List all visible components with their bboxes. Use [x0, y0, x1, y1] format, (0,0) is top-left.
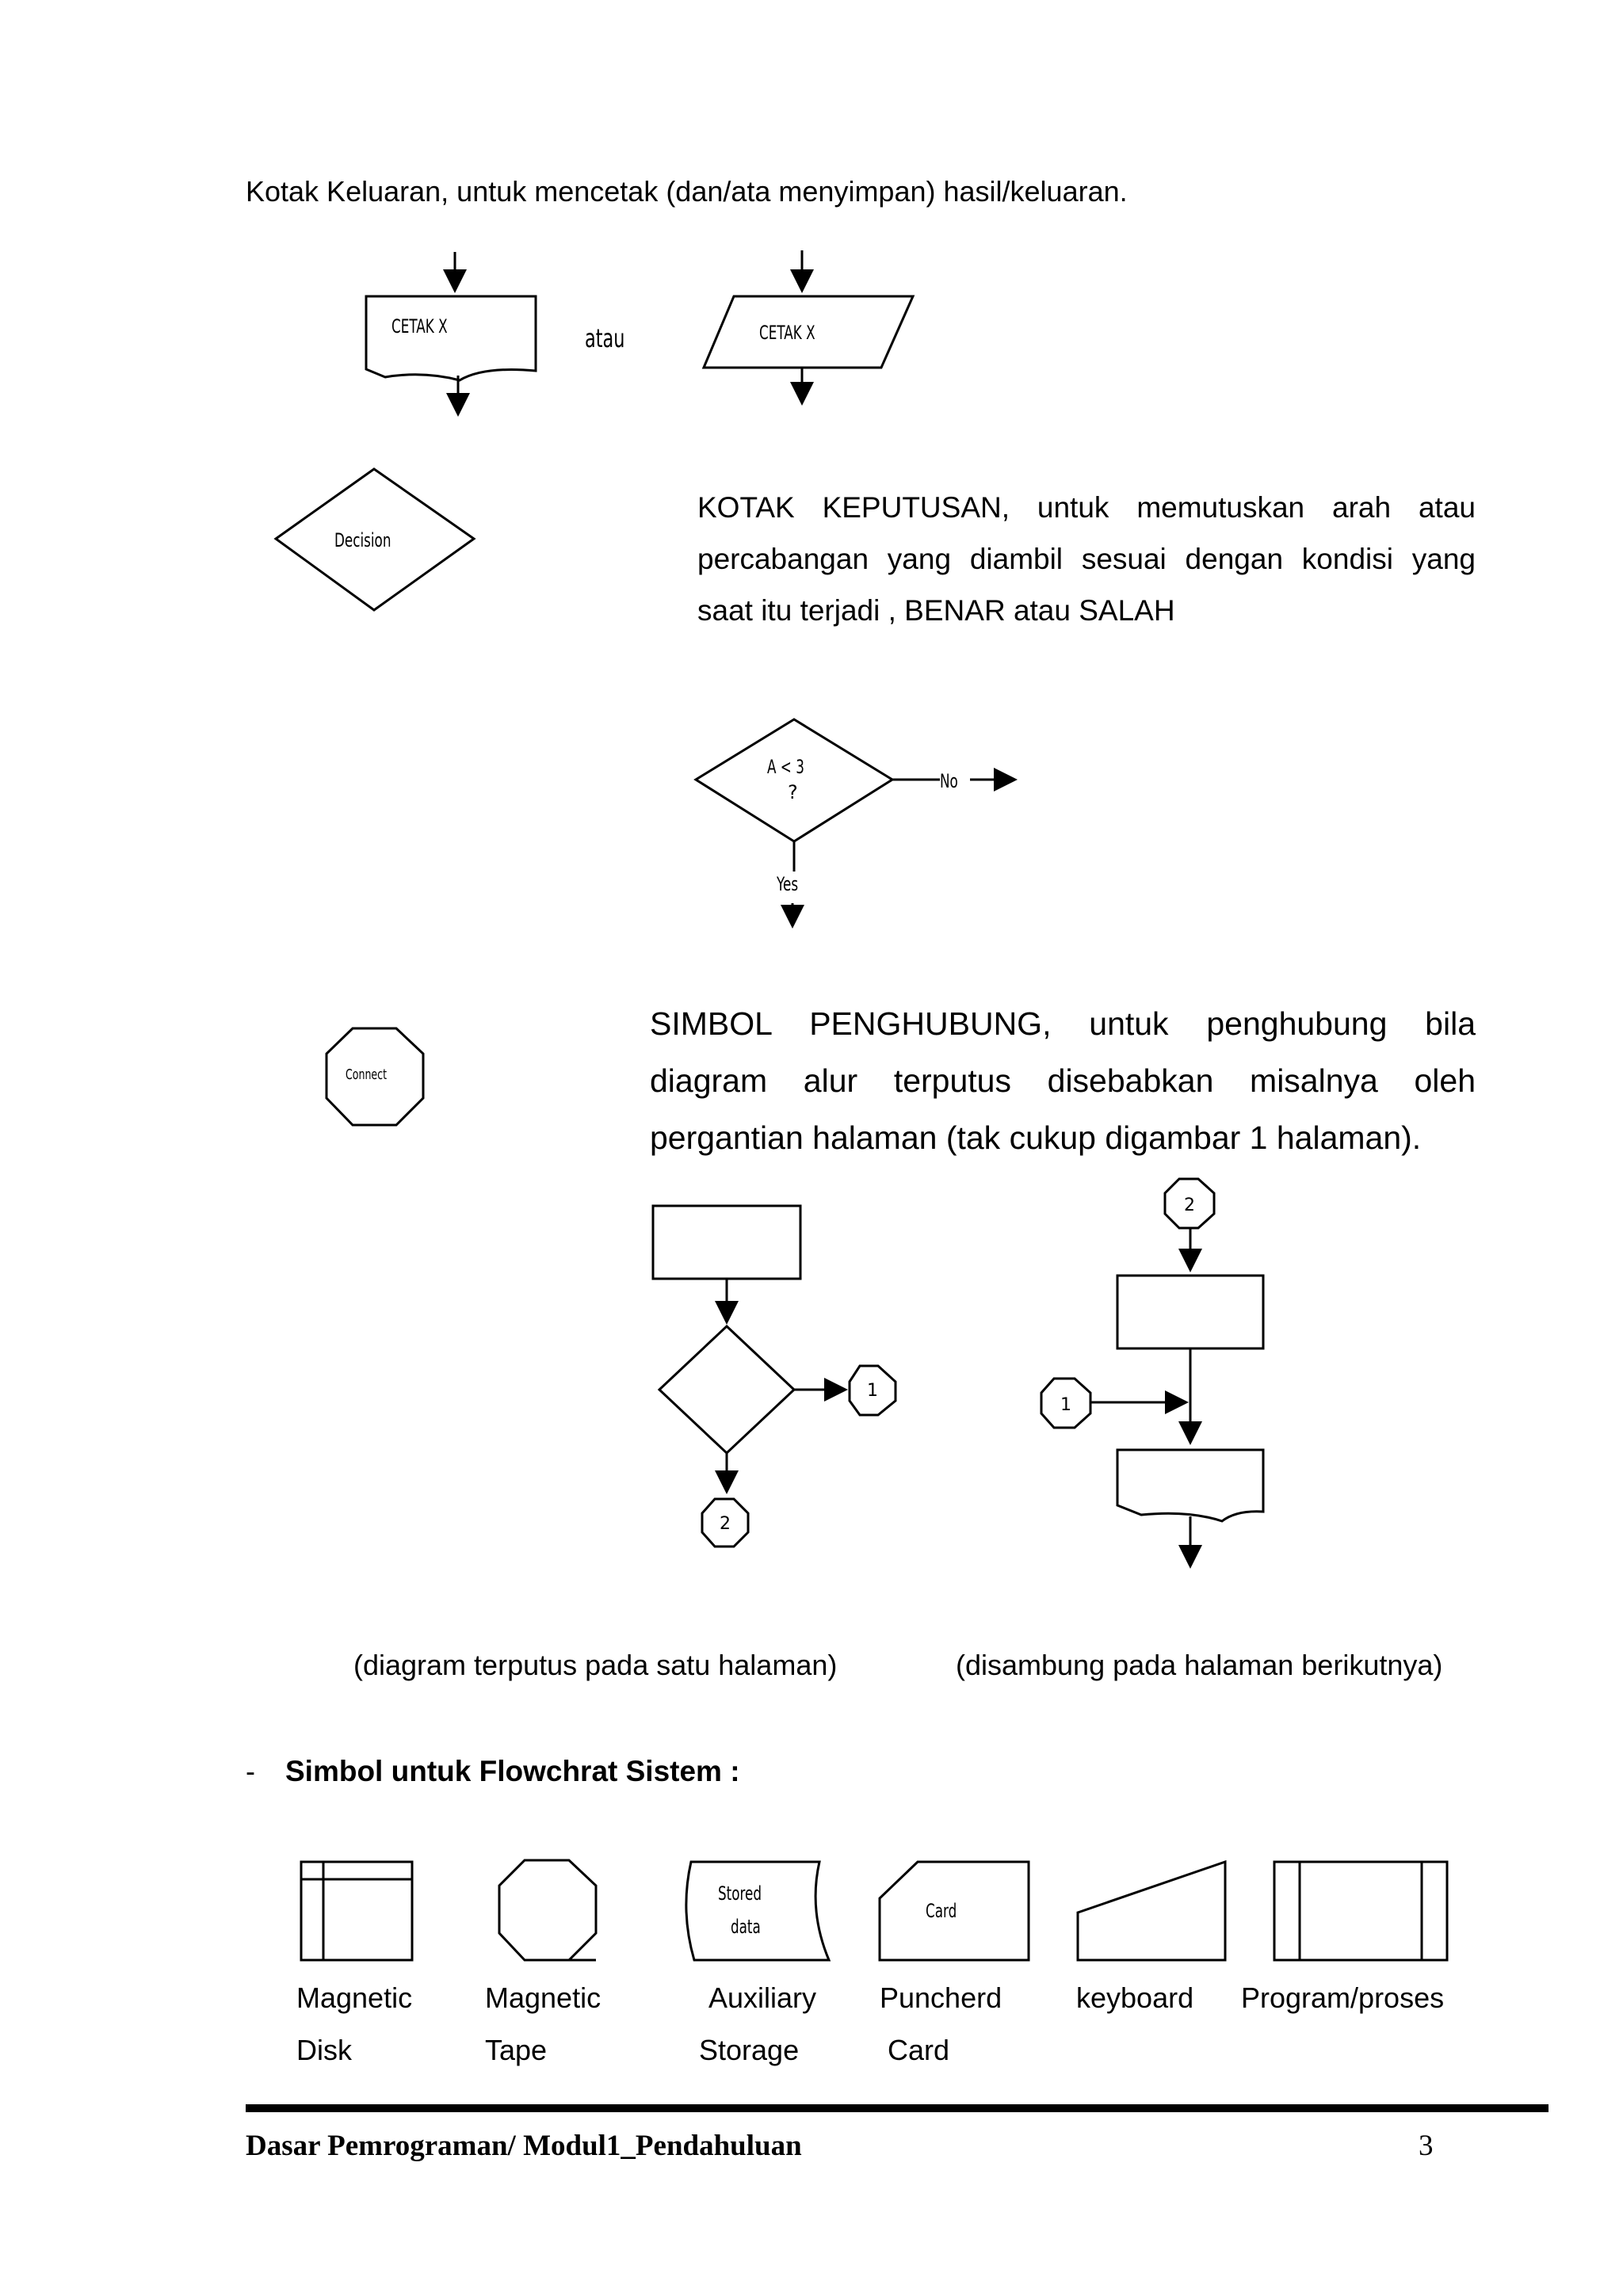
left-connector-label: 1 — [867, 1381, 878, 1401]
system-symbol-label: Magnetic — [296, 1981, 413, 2014]
magnetic-tape-symbol — [499, 1860, 596, 1960]
right-connector-left-label: 1 — [1060, 1395, 1071, 1415]
decision-line: KOTAK KEPUTUSAN, untuk memutuskan arah atau — [697, 491, 1476, 524]
system-symbol-label: Disk — [296, 2034, 352, 2066]
left-example-caption: (diagram terputus pada satu halaman) — [353, 1649, 838, 1681]
system-symbol-label: Program/proses — [1241, 1981, 1445, 2014]
footer-title: Dasar Pemrograman/ Modul1_Pendahuluan — [246, 2130, 802, 2162]
connector-line: pergantian halaman (tak cukup digambar 1 halaman). — [650, 1119, 1422, 1156]
decision-example-question: ? — [788, 781, 798, 803]
system-symbol-label: Puncherd — [880, 1981, 1002, 2014]
system-symbol-label: Auxiliary — [708, 1981, 817, 2014]
left-connector-bottom-label: 2 — [720, 1514, 731, 1534]
output-document-label: CETAK X — [391, 315, 448, 338]
decision-example-no-label: No — [940, 769, 958, 792]
right-connector-top-label: 2 — [1184, 1196, 1195, 1215]
output-box-description: Kotak Keluaran, untuk mencetak (dan/ata menyimpan) hasil/keluaran. — [246, 175, 1128, 208]
magnetic-disk-symbol — [301, 1862, 412, 1960]
connector-line: SIMBOL PENGHUBUNG, untuk penghubung bila — [650, 1005, 1476, 1042]
footer-page-number: 3 — [1419, 2130, 1434, 2162]
connector-left-example — [653, 1206, 896, 1547]
decision-symbol-label: Decision — [334, 528, 391, 551]
system-symbols-heading: Simbol untuk Flowchrat Sistem : — [285, 1755, 740, 1787]
system-symbol-label: keyboard — [1076, 1981, 1194, 2014]
system-symbol-label: Tape — [485, 2034, 548, 2066]
connector-symbol-label: Connect — [346, 1066, 388, 1083]
right-example-caption: (disambung pada halaman berikutnya) — [956, 1649, 1443, 1681]
decision-description — [697, 482, 1476, 632]
decision-line: percabangan yang diambil sesuai dengan kondisi yang — [697, 543, 1476, 575]
decision-example — [696, 719, 1013, 924]
stored-data-label-2: data — [731, 1915, 761, 1938]
connector-right-example — [1041, 1179, 1263, 1564]
connector-line: diagram alur terputus disebabkan misalnya oleh — [650, 1062, 1476, 1099]
connector-description — [650, 995, 1476, 1166]
decision-example-yes-label: Yes — [777, 872, 799, 895]
keyboard-symbol — [1078, 1862, 1225, 1960]
system-symbol-label: Magnetic — [485, 1981, 601, 2014]
stored-data-symbol — [686, 1862, 829, 1960]
footer-rule — [246, 2104, 1549, 2112]
output-parallelogram-label: CETAK X — [759, 321, 815, 344]
decision-example-condition: A < 3 — [767, 755, 804, 778]
or-label: atau — [585, 322, 625, 354]
system-symbol-label: Storage — [699, 2034, 800, 2066]
system-symbols-bullet: - — [246, 1755, 255, 1787]
decision-line: saat itu terjadi , BENAR atau SALAH — [697, 594, 1175, 627]
program-process-symbol — [1274, 1862, 1447, 1960]
system-symbol-label: Card — [888, 2034, 950, 2066]
stored-data-label-1: Stored — [718, 1882, 762, 1905]
card-label: Card — [926, 1899, 957, 1922]
